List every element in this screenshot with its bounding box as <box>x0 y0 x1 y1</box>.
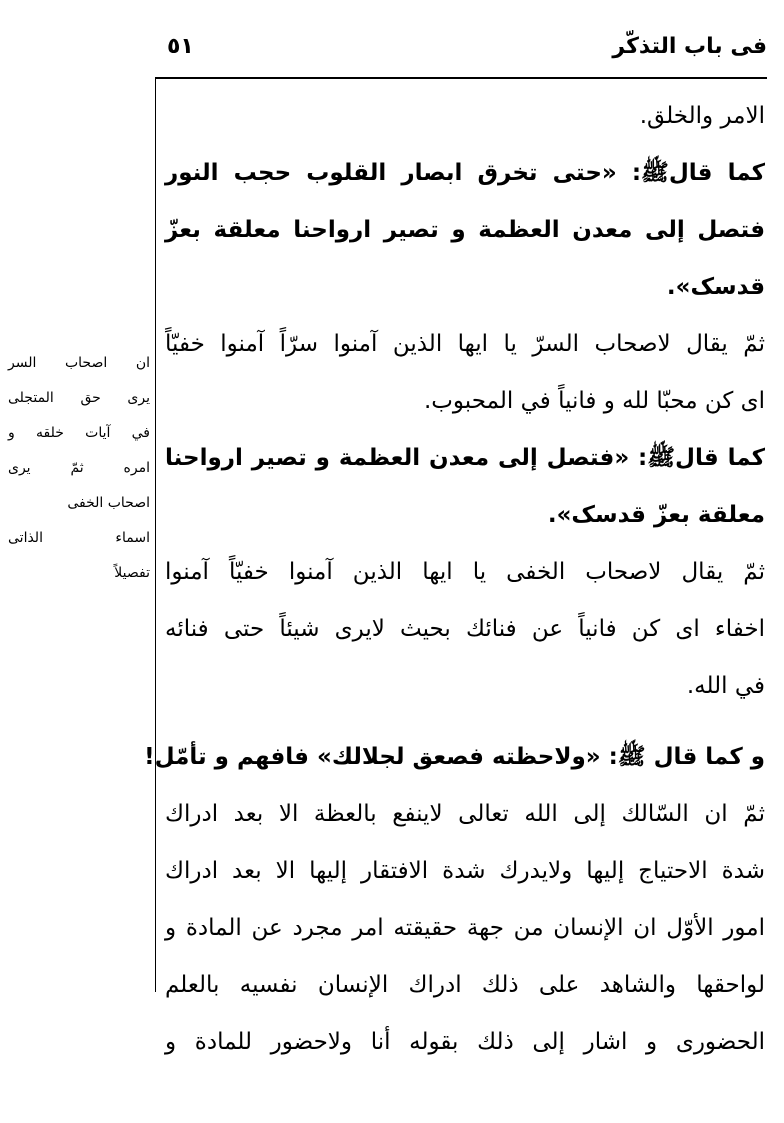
running-title: فى باب التذكّر <box>612 34 767 59</box>
text-line: اخفاء اى كن فانياً عن فنائك بحيث لايرى شيئاً حتى فنائه <box>165 616 765 642</box>
text-line: الحضورى و اشار إلى ذلك بقوله أنا ولاحضور للمادة و <box>165 1029 765 1055</box>
text-line: اى كن محبّا لله و فانياً في المحبوب. <box>423 388 765 414</box>
margin-note-line: امره ثمّ يرى <box>8 460 150 476</box>
margin-note-line: اصحاب الخفى <box>67 495 150 511</box>
main-text <box>144 88 765 1071</box>
header-rule <box>155 77 767 79</box>
margin-note-line: في آيات خلقه و <box>8 425 150 441</box>
text-line: شدة الاحتياج إليها ولايدرك شدة الافتقار إليها الا بعد ادراك <box>165 858 765 884</box>
hadith-line: معلقة بعزّ قدسک». <box>547 502 765 528</box>
page-header <box>155 34 767 74</box>
text-line: الامر والخلق. <box>639 103 765 129</box>
hadith-line: كما قالﷺ: «فتصل إلى معدن العظمة و تصير ارواحنا <box>165 445 765 471</box>
hadith-line: و كما قال ﷺ: «ولاحظته فصعق لجلالك» فافهم و تأمّل! <box>144 744 765 770</box>
margin-note-line: يرى حق المتجلى <box>8 390 150 406</box>
margin-note-line: ان اصحاب السر <box>8 355 150 371</box>
text-line: ثمّ يقال لاصحاب الخفى يا ايها الذين آمنوا خفيّاً آمنوا <box>165 559 765 585</box>
hadith-line: كما قالﷺ: «حتى تخرق ابصار القلوب حجب النور <box>165 160 765 186</box>
text-line: لواحقها والشاهد على ذلك ادراك الإنسان نفسيه بالعلم <box>165 972 765 998</box>
margin-note-line: اسماء الذاتى <box>8 530 150 546</box>
margin-note-line: تفصيلاً <box>114 565 150 581</box>
text-line: ثمّ يقال لاصحاب السرّ يا ايها الذين آمنوا سرّاً آمنوا خفيّاً <box>165 331 765 357</box>
text-line: امور الأوّل ان الإنسان من جهة حقيقته امر مجرد عن المادة و <box>165 915 765 941</box>
page-number: ٥١ <box>167 34 194 59</box>
hadith-line: قدسک». <box>666 274 765 300</box>
margin-note <box>8 346 150 591</box>
margin-divider <box>155 77 156 992</box>
text-line: في الله. <box>686 673 765 699</box>
text-line: ثمّ ان السّالك إلى الله تعالى لاينفع بالعظة الا بعد ادراك <box>165 801 765 827</box>
hadith-line: فتصل إلى معدن العظمة و تصير ارواحنا معلقة بعزّ <box>165 217 765 243</box>
